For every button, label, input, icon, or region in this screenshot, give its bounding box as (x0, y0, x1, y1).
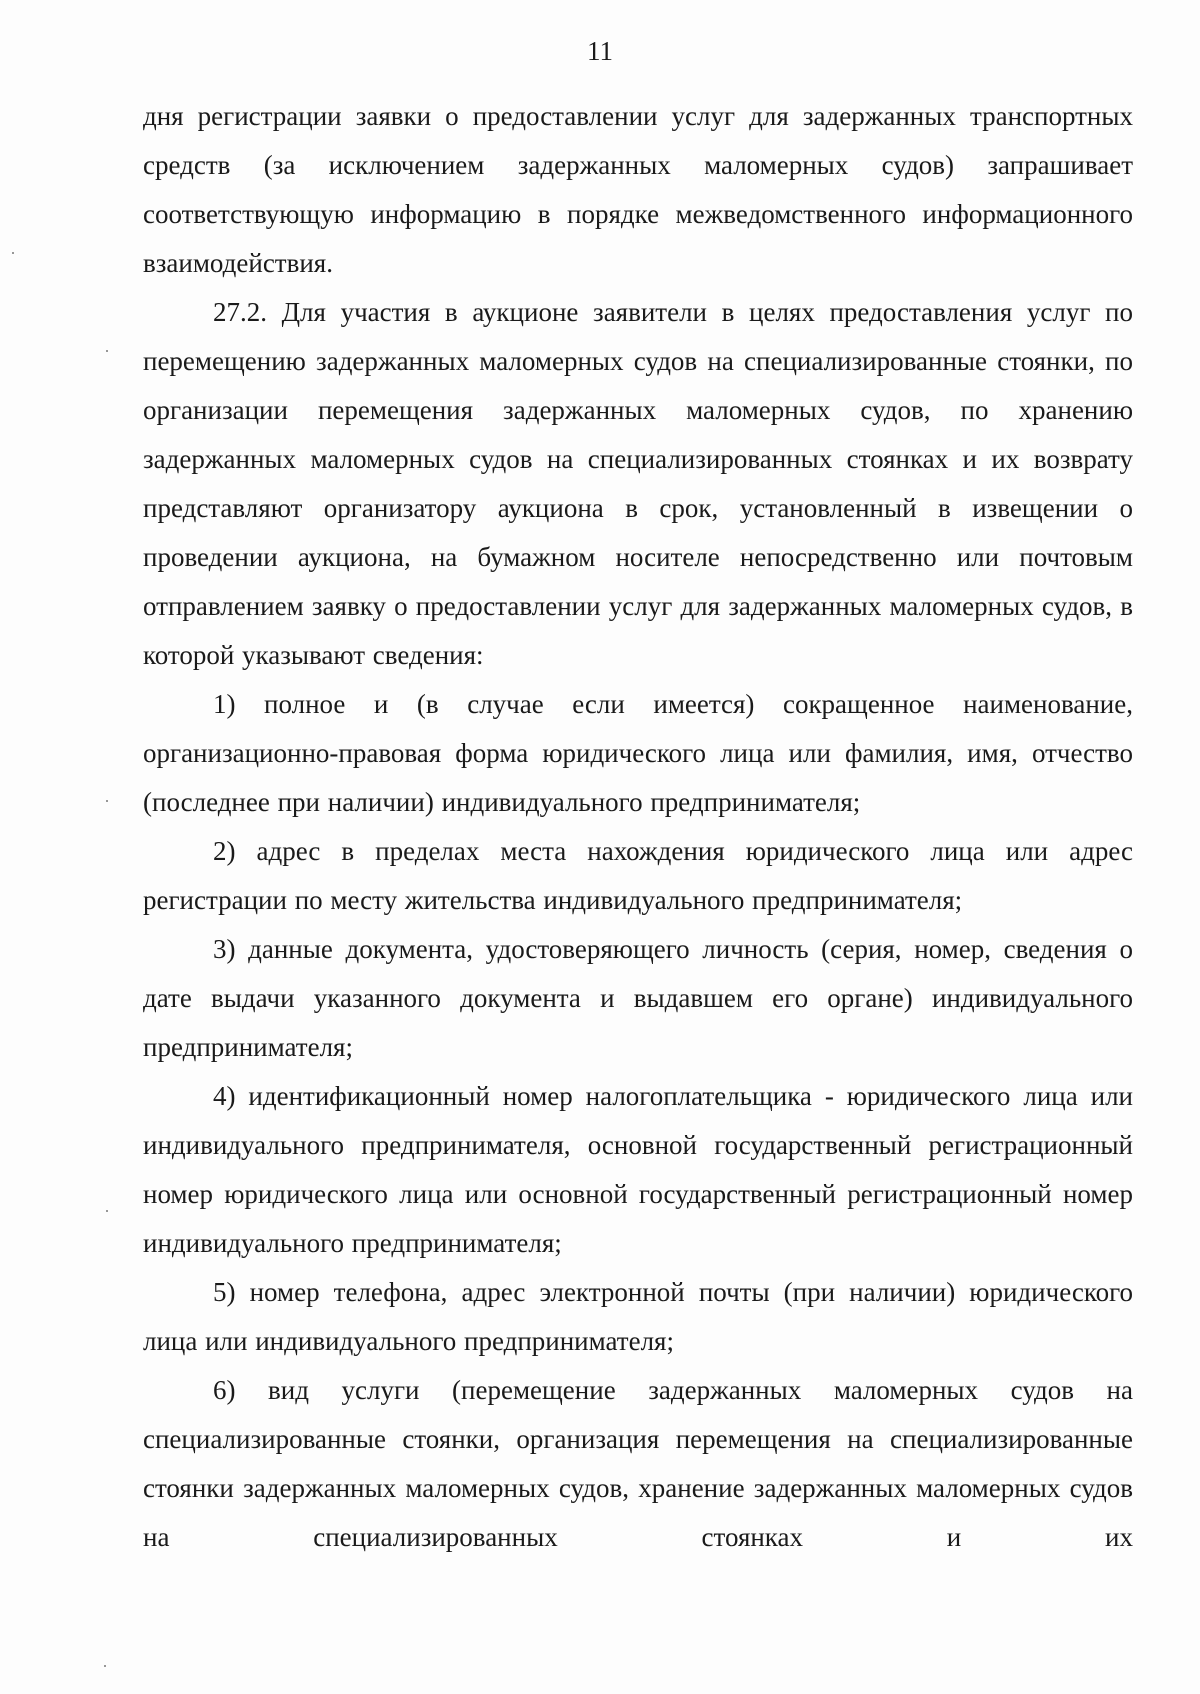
paragraph-continuation: дня регистрации заявки о предоставлении услуг для задержанных транспортных средств (за исключением задержанных маломерных судов) запрашивает соответствующую информацию в порядке межведомственного информационного взаимодействия. (143, 101, 1133, 278)
scan-speck (106, 1210, 108, 1212)
list-item-1: 1) полное и (в случае если имеется) сокращенное наименование, организационно-правовая форма юридического лица или фамилия, имя, отчество (последнее при наличии) индивидуального предпринимателя; (143, 689, 1133, 817)
list-item-3: 3) данные документа, удостоверяющего личность (серия, номер, сведения о дате выдачи указанного документа и выдавшем его органе) индивидуального предпринимателя; (143, 934, 1133, 1062)
list-item-5: 5) номер телефона, адрес электронной почты (при наличии) юридического лица или индивидуального предпринимателя; (143, 1277, 1133, 1356)
list-item-2: 2) адрес в пределах места нахождения юридического лица или адрес регистрации по месту жительства индивидуального предпринимателя; (143, 836, 1133, 915)
page-number: 11 (587, 36, 613, 66)
list-item-6: 6) вид услуги (перемещение задержанных маломерных судов на специализированные стоянки, организация перемещения на специализированные стоянки задержанных маломерных судов, хранение задержанных маломерных судов на специализированных стоянках и их (143, 1375, 1133, 1552)
document-body (143, 92, 1133, 1562)
scan-speck (12, 252, 14, 254)
paragraph-27-2: 27.2. Для участия в аукционе заявители в целях предоставления услуг по перемещению задержанных маломерных судов на специализированные стоянки, по организации перемещения задержанных маломерных судов, по хранению задержанных маломерных судов на специализированных стоянках и их возврату представляют организатору аукциона в срок, установленный в извещении о проведении аукциона, на бумажном носителе непосредственно или почтовым отправлением заявку о предоставлении услуг для задержанных маломерных судов, в которой указывают сведения: (143, 297, 1133, 670)
scan-speck (106, 350, 108, 352)
scan-speck (104, 1665, 106, 1667)
scan-speck (106, 800, 108, 802)
list-item-4: 4) идентификационный номер налогоплательщика - юридического лица или индивидуального предпринимателя, основной государственный регистрационный номер юридического лица или основной государственный регистрационный номер индивидуального предпринимателя; (143, 1081, 1133, 1258)
